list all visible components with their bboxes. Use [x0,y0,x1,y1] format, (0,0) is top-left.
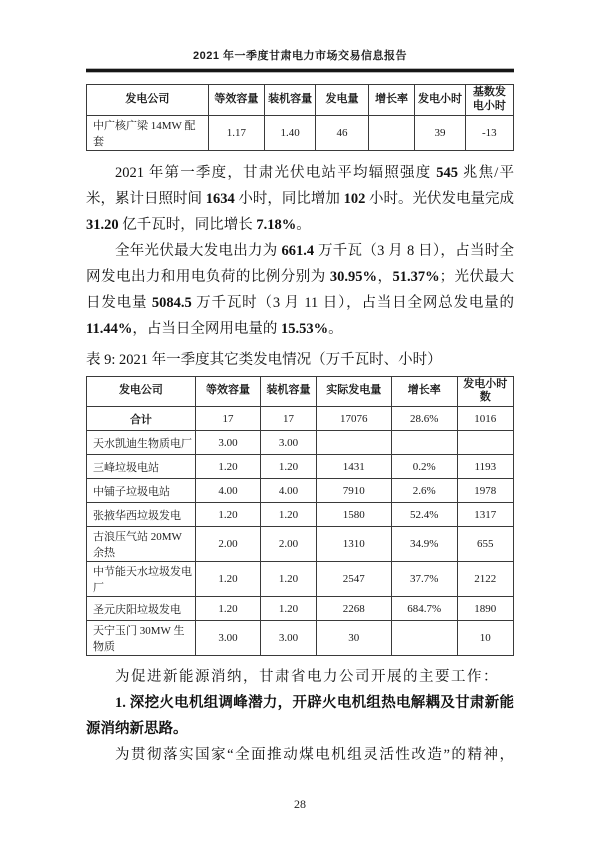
company-cell: 古浪压气站 20MW 余热 [87,527,196,562]
value-cell: 7910 [316,479,391,503]
column-header: 发电量 [316,85,369,116]
value-cell: 1.20 [261,455,317,479]
company-cell: 中铺子垃圾电站 [87,479,196,503]
text-run: 万千瓦时（3 月 11 日），占当日全网总发电量的 [191,294,515,311]
solar-generation-paragraphs [86,160,514,342]
column-header: 基数发电小时 [465,85,513,116]
value-cell: 1.20 [195,562,260,597]
generation-summary-table [86,84,514,151]
value-cell: 1.20 [195,503,260,527]
header-rule [86,68,514,73]
value-cell: 1.20 [261,597,317,621]
value-cell: 1890 [457,597,513,621]
company-cell: 中节能天水垃圾发电厂 [87,562,196,597]
page-content [86,84,514,768]
highlighted-number: 5084.5 [151,294,192,311]
text-run: 为贯彻落实国家“全面推动煤电机组灵活性改造”的精神， [115,747,514,763]
value-cell: 17 [195,407,260,431]
value-cell: 17 [261,407,317,431]
value-cell: 28.6% [391,407,457,431]
value-cell: 37.7% [391,562,457,597]
new-energy-work-paragraphs [86,664,514,768]
value-cell: 2122 [457,562,513,597]
table-row [87,562,514,597]
table-row [87,455,514,479]
company-cell: 圣元庆阳垃圾发电 [87,597,196,621]
column-header: 发电小时 [415,85,465,116]
highlighted-number: 102 [343,190,366,207]
value-cell: 39 [415,115,465,150]
company-cell: 天宁玉门 30MW 生物质 [87,621,196,656]
value-cell [368,115,415,150]
value-cell: 2268 [316,597,391,621]
text-run: 全年光伏最大发电出力为 [115,242,282,259]
paragraph [86,160,514,238]
text-run: 兆焦/平米，累计日照时间 [86,164,515,207]
highlighted-number: 11.44% [86,320,133,337]
table-row [87,479,514,503]
header-title: 2021 年一季度甘肃电力市场交易信息报告 [192,50,408,62]
table-row [87,597,514,621]
value-cell: 3.00 [195,621,260,656]
value-cell: 10 [457,621,513,656]
value-cell: 2.6% [391,479,457,503]
value-cell [391,431,457,455]
page-number: 28 [294,797,306,811]
text-run: 万千瓦（3 月 8 日），占当时全网发电出力和用电负荷的比例分别为 [86,242,515,285]
text-run: 小时，同比增加 [234,190,344,207]
highlighted-number: 15.53% [280,320,329,337]
column-header: 等效容量 [195,376,260,407]
page-header [0,0,600,73]
text-run: 。 [328,320,343,337]
page-footer [0,797,600,812]
column-header: 增长率 [368,85,415,116]
value-cell: 1.20 [261,562,317,597]
text-run: ；光伏最大日发电量 [86,268,515,311]
text-run: 。 [296,216,311,233]
text-run: 为促进新能源消纳，甘肃省电力公司开展的主要工作： [115,669,499,685]
value-cell: 34.9% [391,527,457,562]
company-cell: 三峰垃圾电站 [87,455,196,479]
paragraph [86,664,514,690]
text-run: ， [376,268,393,285]
value-cell [316,431,391,455]
text-run: 小时。光伏发电量完成 [365,190,515,207]
value-cell [457,431,513,455]
value-cell: 1016 [457,407,513,431]
text-run: ，占当日全网用电量的 [132,320,281,337]
value-cell: 2547 [316,562,391,597]
highlighted-number: 31.20 [86,216,119,233]
value-cell: 3.00 [195,431,260,455]
value-cell: 1.20 [261,503,317,527]
value-cell: 1193 [457,455,513,479]
value-cell [391,621,457,656]
value-cell: 1431 [316,455,391,479]
company-cell: 张掖华西垃圾发电 [87,503,196,527]
highlighted-number: 545 [436,164,459,181]
value-cell: 0.2% [391,455,457,479]
column-header: 实际发电量 [316,376,391,407]
value-cell: -13 [465,115,513,150]
value-cell: 1.40 [265,115,316,150]
company-cell: 中广核广梁 14MW 配套 [87,115,209,150]
text-run: 1. 深挖火电机组调峰潜力，开辟火电机组热电解耦及甘肃新能源消纳新思路。 [86,695,514,737]
text-run: 2021 年第一季度，甘肃光伏电站平均辐照强度 [115,164,437,181]
value-cell: 17076 [316,407,391,431]
column-header: 增长率 [391,376,457,407]
text-run: 亿千瓦时，同比增长 [118,216,257,233]
table-row [87,621,514,656]
highlighted-number: 1634 [205,190,235,207]
header-row [87,85,514,116]
header-row [87,376,514,407]
value-cell: 4.00 [261,479,317,503]
value-cell: 1317 [457,503,513,527]
table-row [87,431,514,455]
value-cell: 4.00 [195,479,260,503]
value-cell: 1580 [316,503,391,527]
value-cell: 3.00 [261,431,317,455]
paragraph [86,690,514,742]
value-cell: 52.4% [391,503,457,527]
column-header: 等效容量 [208,85,264,116]
value-cell: 2.00 [261,527,317,562]
table-row [87,115,514,150]
table-row [87,503,514,527]
other-generation-table [86,376,514,657]
highlighted-number: 51.37% [392,268,440,285]
column-header: 发电小时数 [457,376,513,407]
value-cell: 1310 [316,527,391,562]
value-cell: 2.00 [195,527,260,562]
column-header: 装机容量 [261,376,317,407]
paragraph [86,238,514,342]
table-row [87,407,514,431]
highlighted-number: 7.18% [256,216,297,233]
value-cell: 46 [316,115,369,150]
value-cell: 684.7% [391,597,457,621]
highlighted-number: 661.4 [281,242,315,259]
table-row [87,527,514,562]
paragraph [86,742,514,768]
value-cell: 30 [316,621,391,656]
value-cell: 1.20 [195,455,260,479]
value-cell: 1.20 [195,597,260,621]
company-cell: 天水凯迪生物质电厂 [87,431,196,455]
value-cell: 3.00 [261,621,317,656]
value-cell: 1978 [457,479,513,503]
column-header: 装机容量 [265,85,316,116]
value-cell: 1.17 [208,115,264,150]
company-cell: 合计 [87,407,196,431]
value-cell: 655 [457,527,513,562]
highlighted-number: 30.95% [329,268,377,285]
column-header: 发电公司 [87,85,209,116]
column-header: 发电公司 [87,376,196,407]
table9-caption: 表 9: 2021 年一季度其它类发电情况（万千瓦时、小时） [86,351,442,368]
